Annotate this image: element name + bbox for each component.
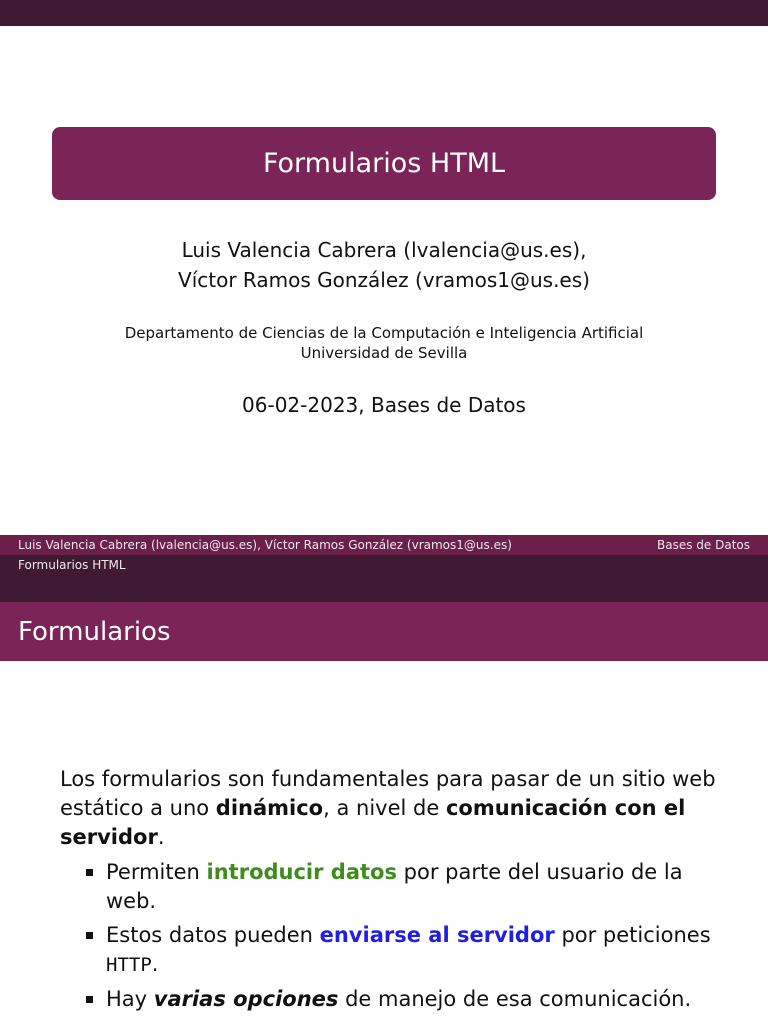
frame-title: Formularios [18, 617, 171, 647]
footer-short-title: Formularios HTML [18, 558, 126, 572]
bullet-2-text-post: por peticiones [554, 923, 711, 947]
frame-title-bar [0, 602, 768, 661]
institute-line-2: Universidad de Sevilla [300, 344, 468, 362]
bullet-1-text-post: por parte del usuario de la web. [106, 860, 683, 913]
intro-paragraph [60, 765, 720, 852]
bullet-square-icon [86, 869, 93, 876]
intro-bold-dinamico: dinámico [215, 796, 324, 820]
presentation-title-box [52, 127, 716, 200]
intro-text-3: . [157, 825, 165, 849]
list-item [60, 985, 720, 1014]
intro-text-1: Los formularios son fundamentales para pasar de un sitio web estático a uno [60, 767, 716, 820]
bullet-1-text-pre: Permiten [106, 860, 207, 884]
list-item [60, 921, 720, 980]
intro-text-2: , a nivel de [323, 796, 446, 820]
bullet-2-text-end: . [151, 952, 159, 976]
bullet-square-icon [86, 996, 93, 1003]
institute-block [0, 323, 768, 363]
footer-authors: Luis Valencia Cabrera (lvalencia@us.es), Víctor Ramos González (vramos1@us.es) [18, 538, 512, 552]
bullet-square-icon [86, 932, 93, 939]
bullet-2-highlight: enviarse al servidor [319, 923, 555, 947]
author-line-2: Víctor Ramos González (vramos1@us.es) [178, 268, 590, 292]
bullet-3-text-post: de manejo de esa comunicación. [338, 987, 692, 1011]
footer-course: Bases de Datos [657, 538, 750, 552]
authors-block [0, 235, 768, 295]
bullet-3-highlight: varias opciones [153, 987, 339, 1011]
author-line-1: Luis Valencia Cabrera (lvalencia@us.es), [181, 238, 587, 262]
institute-line-1: Departamento de Ciencias de la Computación e Inteligencia Artificial [124, 324, 644, 342]
footer-title-bar [0, 555, 768, 602]
bullet-list [60, 858, 720, 1014]
bullet-2-code: HTTP [106, 954, 152, 976]
footer-bar [0, 535, 768, 555]
top-bar [0, 0, 768, 26]
bullet-3-text-pre: Hay [106, 987, 154, 1011]
bullet-2-text-pre: Estos datos pueden [106, 923, 320, 947]
list-item [60, 858, 720, 916]
presentation-title: Formularios HTML [262, 148, 506, 179]
bullet-1-highlight: introducir datos [206, 860, 397, 884]
intro-bold-comunicacion: comunicación con el servidor [60, 796, 686, 849]
slide-content [60, 765, 720, 1019]
date-line: 06-02-2023, Bases de Datos [242, 393, 526, 417]
